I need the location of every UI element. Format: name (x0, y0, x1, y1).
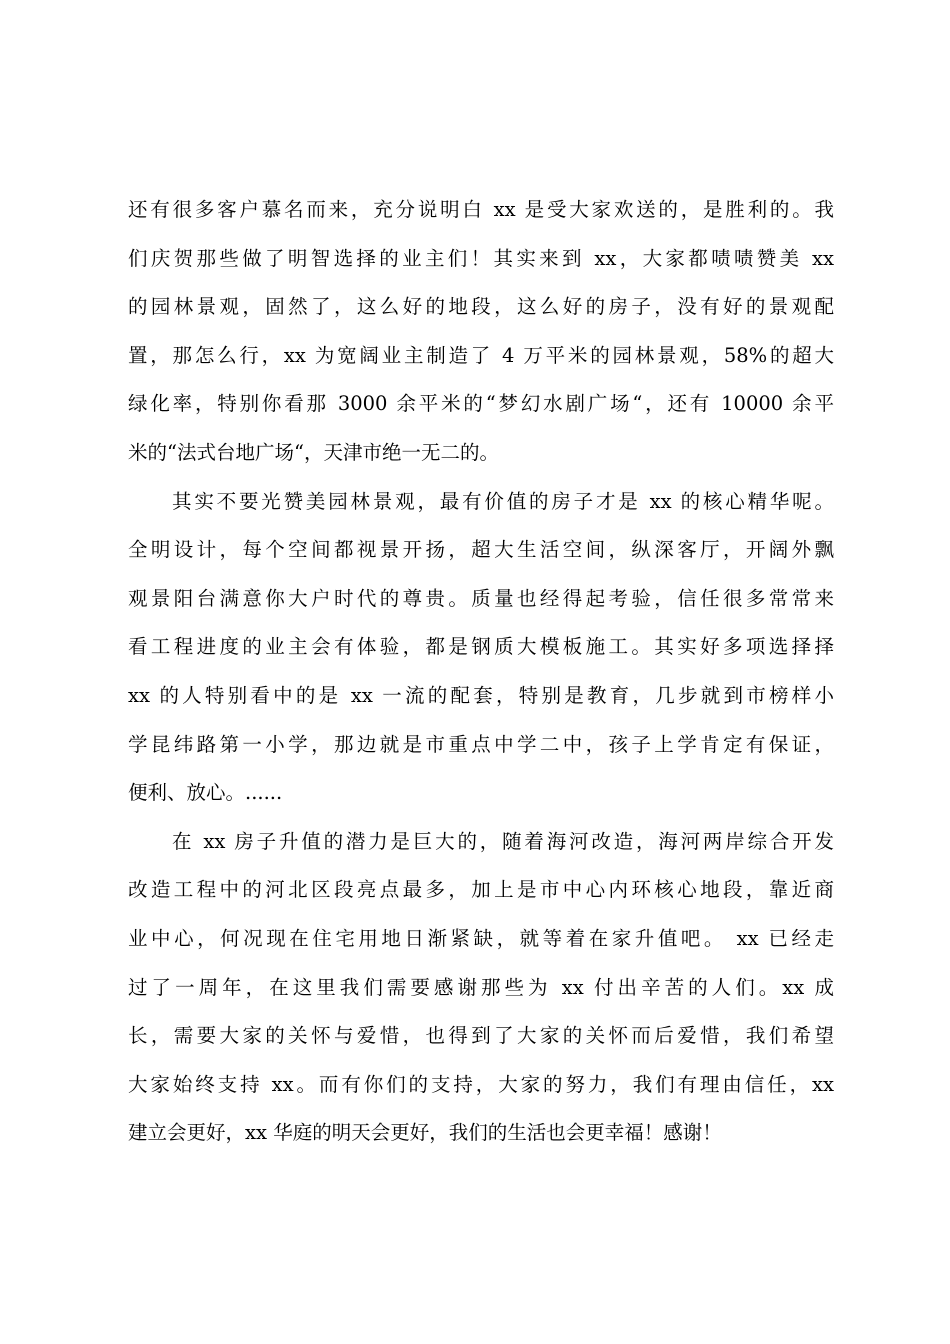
text-line: 长，需要大家的关怀与爱惜，也得到了大家的关怀而后爱惜，我们希望 (128, 1024, 834, 1048)
text-line: xx 的人特别看中的是 xx 一流的配套，特别是教育，几步就到市榜样小 (128, 683, 834, 707)
text-line: 全明设计，每个空间都视景开扬，超大生活空间，纵深客厅，开阔外飘 (128, 538, 834, 562)
text-line: 学昆纬路第一小学，那边就是市重点中学二中，孩子上学肯定有保证， (128, 732, 834, 756)
text-line: 建立会更好，xx 华庭的明天会更好，我们的生活也会更幸福！感谢！ (128, 1121, 722, 1145)
text-line: 置，那怎么行，xx 为宽阔业主制造了 4 万平米的园林景观，58%的超大 (128, 343, 834, 367)
text-line: 其实不要光赞美园林景观，最有价值的房子才是 xx 的核心精华呢。 (172, 489, 834, 513)
text-line: 在 xx 房子升值的潜力是巨大的，随着海河改造，海河两岸综合开发 (172, 829, 834, 853)
text-line: 们庆贺那些做了明智选择的业主们！其实来到 xx，大家都啧啧赞美 xx (128, 246, 834, 270)
text-line: 的园林景观，固然了，这么好的地段，这么好的房子，没有好的景观配 (128, 295, 834, 319)
paragraph-3 (128, 818, 834, 1158)
text-line: 还有很多客户慕名而来，充分说明白 xx 是受大家欢送的，是胜利的。我 (128, 198, 834, 221)
text-line: 过了一周年，在这里我们需要感谢那些为 xx 付出辛苦的人们。xx 成 (128, 975, 834, 999)
document-body (128, 186, 834, 1158)
text-line: 米的“法式台地广场“，天津市绝一无二的。 (128, 440, 499, 464)
text-line: 看工程进度的业主会有体验，都是钢质大模板施工。其实好多项选择择 (128, 635, 834, 659)
paragraph-1 (128, 186, 834, 478)
text-line: 观景阳台满意你大户时代的尊贵。质量也经得起考验，信任很多常常来 (128, 586, 834, 610)
paragraph-2 (128, 478, 834, 818)
text-line: 改造工程中的河北区段亮点最多，加上是市中心内环核心地段，靠近商 (128, 878, 834, 902)
text-line: 绿化率，特别你看那 3000 余平米的“梦幻水剧广场“，还有 10000 余平 (128, 392, 834, 416)
text-line: 大家始终支持 xx。而有你们的支持，大家的努力，我们有理由信任，xx (128, 1072, 834, 1096)
text-line: 便利、放心。...... (128, 781, 283, 805)
text-line: 业中心，何况现在住宅用地日渐紧缺，就等着在家升值吧。 xx 已经走 (128, 926, 834, 950)
